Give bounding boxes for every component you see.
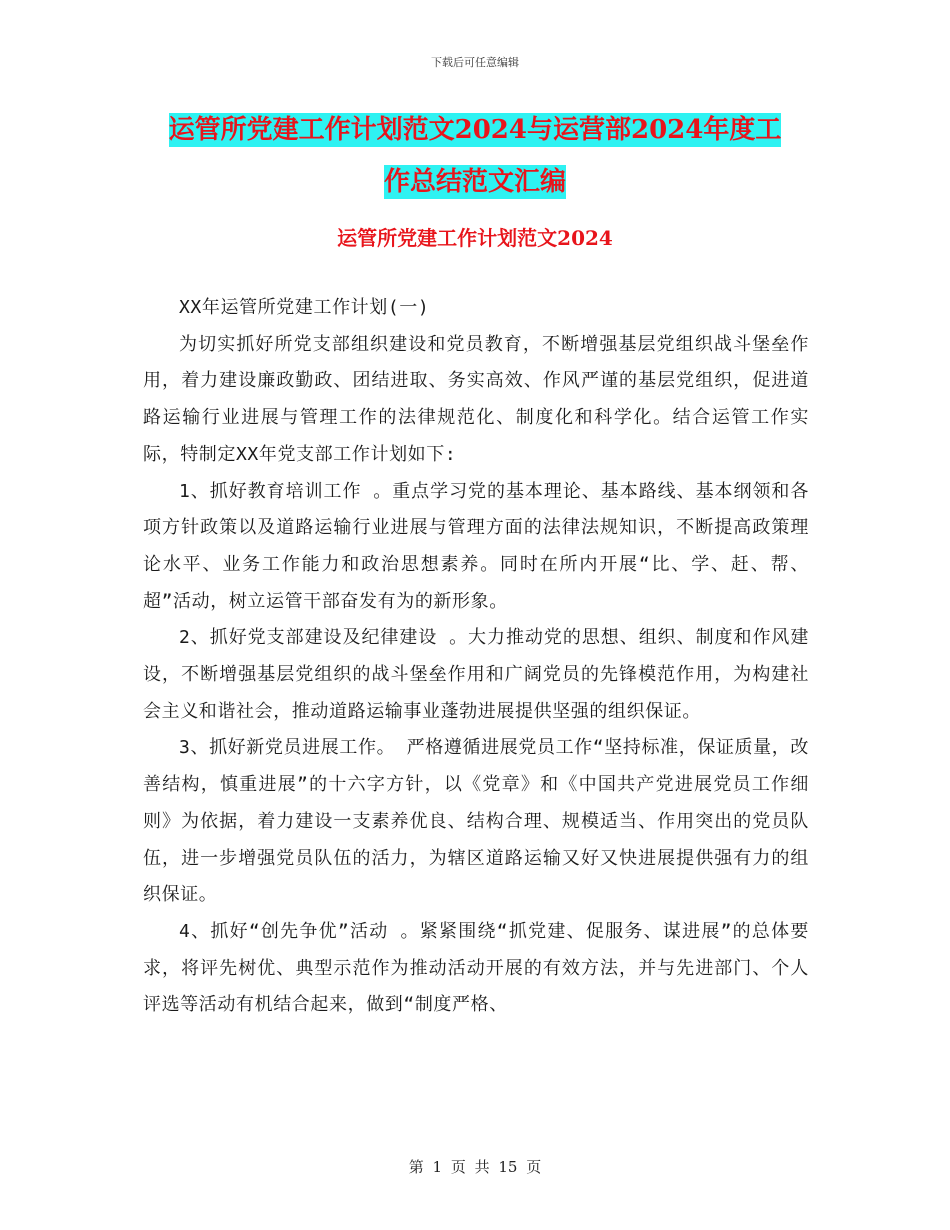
- title-line-1: 运管所党建工作计划范文2024与运营部2024年度工: [168, 115, 782, 145]
- paragraph-intro: 为切实抓好所党支部组织建设和党员教育，不断增强基层党组织战斗堡垒作用，着力建设廉政勤政、团结进取、务实高效、作风严谨的基层党组织，促进道路运输行业进展与管理工作的法律规范化、制度化和科学化。结合运管工作实际，特制定XX年党支部工作计划如下:: [143, 333, 809, 465]
- page-number-footer: 第 1 页 共 15 页: [408, 1158, 542, 1176]
- paragraph-plan-heading: XX年运管所党建工作计划(一): [179, 297, 430, 318]
- document-body: [143, 290, 809, 1024]
- paragraph-item-3: 3、抓好新党员进展工作。 严格遵循进展党员工作“坚持标准，保证质量，改善结构，慎重进展”的十六字方针，以《党章》和《中国共产党进展党员工作细则》为依据，着力建设一支素养优良、结构合理、规模适当、作用突出的党员队伍，进一步增强党员队伍的活力，为辖区道路运输又好又快进展提供强有力的组织保证。: [143, 737, 809, 906]
- paragraph-item-1: 1、抓好教育培训工作 。重点学习党的基本理论、基本路线、基本纲领和各项方针政策以及道路运输行业进展与管理方面的法律法规知识，不断提高政策理论水平、业务工作能力和政治思想素养。同时在所内开展“比、学、赶、帮、超”活动，树立运管干部奋发有为的新形象。: [143, 480, 809, 612]
- paragraph-item-2: 2、抓好党支部建设及纪律建设 。大力推动党的思想、组织、制度和作风建设，不断增强基层党组织的战斗堡垒作用和广阔党员的先锋模范作用，为构建社会主义和谐社会，推动道路运输事业蓬勃进展提供坚强的组织保证。: [143, 627, 809, 722]
- document-title: [150, 104, 800, 208]
- document-title-line-2: [150, 156, 800, 208]
- section-title: 运管所党建工作计划范文2024: [337, 226, 613, 250]
- title-line-2: 作总结范文汇编: [383, 167, 566, 197]
- header-note: 下载后可任意编辑: [431, 56, 519, 69]
- document-title-line-1: [150, 104, 800, 156]
- paragraph-item-4: 4、抓好“创先争优”活动 。紧紧围绕“抓党建、促服务、谋进展”的总体要求，将评先树优、典型示范作为推动活动开展的有效方法，并与先进部门、个人评选等活动有机结合起来，做到“制度严格、: [143, 920, 809, 1016]
